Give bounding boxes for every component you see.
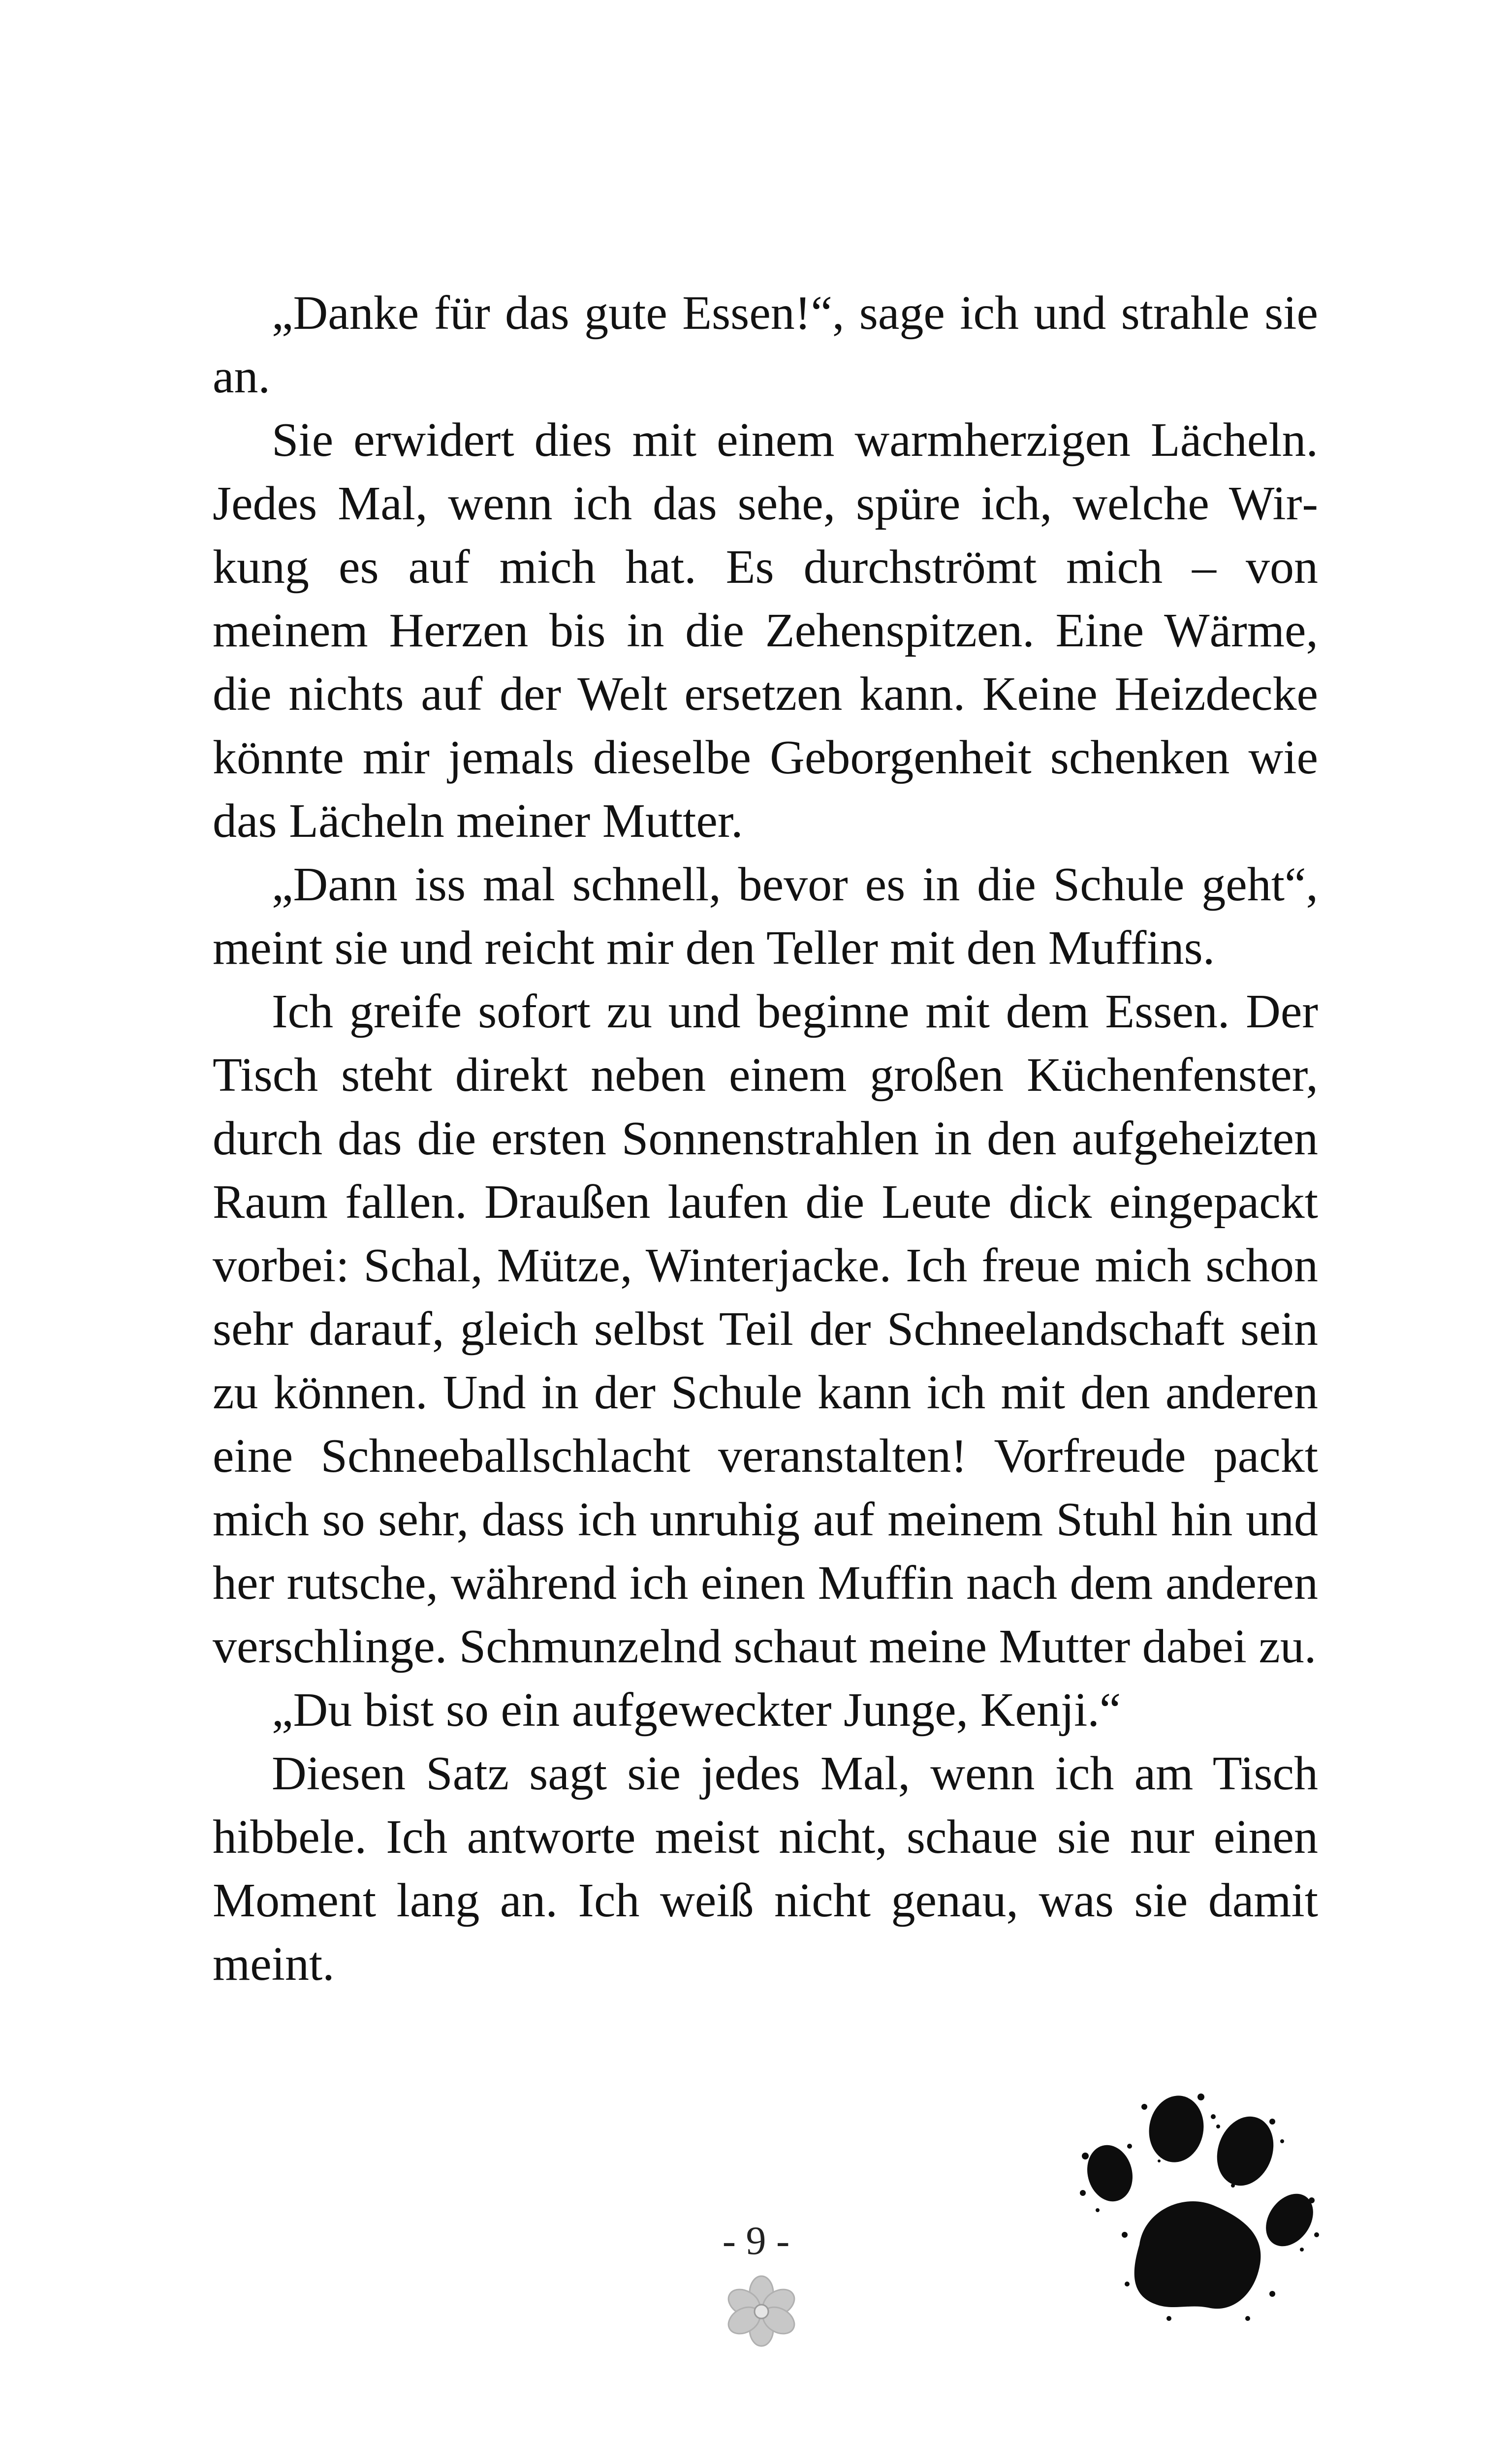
page-number: - 9 - — [722, 2218, 790, 2263]
paw-print-icon — [1071, 2087, 1326, 2333]
flower-icon — [727, 2274, 796, 2348]
body-text — [213, 282, 1318, 1996]
paragraph: „Danke für das gute Essen!“, sage ich und strahle sie an. — [213, 286, 1318, 403]
paragraph: Sie erwidert dies mit einem warmherzigen Lächeln. Jedes Mal, wenn ich das sehe, spüre ich, welche Wirkung es auf mich hat. Es durchströmt mich – von meinem Herzen bis in die Zehenspitzen. Eine Wärme, die nichts auf der Welt ersetzen kann. Keine Heizdecke könnte mir jemals dieselbe Geborgenheit schenken wie das Lächeln meiner Mutter. — [213, 413, 1318, 848]
paragraph: Diesen Satz sagt sie jedes Mal, wenn ich am Tisch hibbele. Ich antworte meist nicht, schaue sie nur einen Moment lang an. Ich weiß nicht genau, was sie damit meint. — [213, 1747, 1318, 1991]
paragraph: Ich greife sofort zu und beginne mit dem Essen. Der Tisch steht direkt neben einem großen Küchenfenster, durch das die ersten Sonnenstrahlen in den aufgeheizten Raum fallen. Draußen laufen die Leute dick eingepackt vorbei: Schal, Mütze, Winterjacke. Ich freue mich schon sehr darauf, gleich selbst Teil der Schneelandschaft sein zu können. Und in der Schule kann ich mit den anderen eine Schneeballschlacht veranstalten! Vorfreude packt mich so sehr, dass ich unruhig auf meinem Stuhl hin und her rutsche, während ich einen Muffin nach dem anderen verschlinge. Schmunzelnd schaut meine Mutter dabei zu. — [213, 985, 1318, 1673]
paragraph: „Dann iss mal schnell, bevor es in die Schule geht“, meint sie und reicht mir den Teller mit den Muffins. — [213, 858, 1318, 975]
paragraph: „Du bist so ein aufgeweckter Junge, Kenji.“ — [272, 1683, 1121, 1737]
